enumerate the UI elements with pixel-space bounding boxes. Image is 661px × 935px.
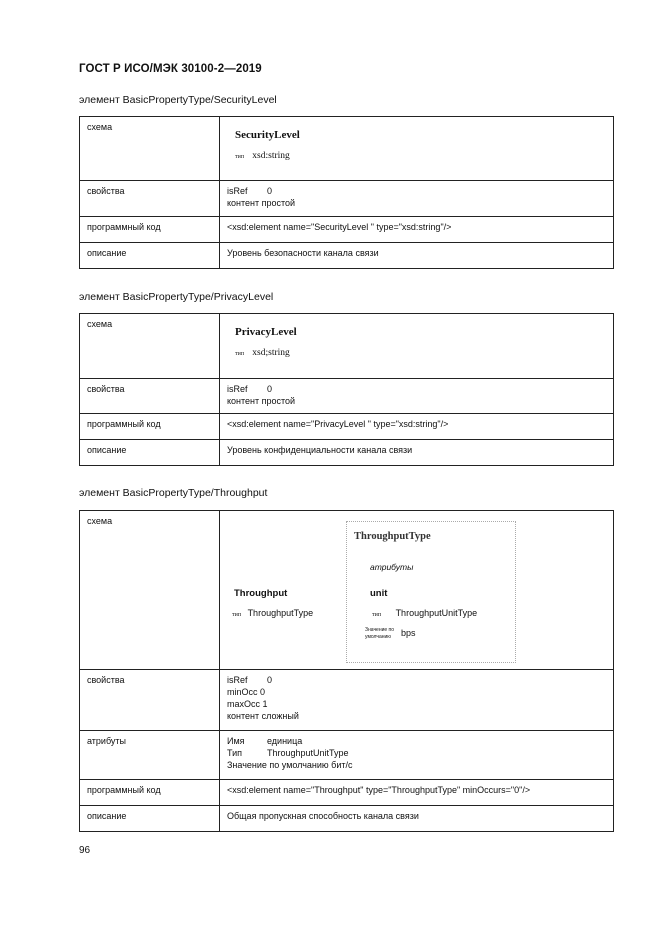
diagram-type-label: тип [235, 154, 245, 160]
schema-diagram [220, 511, 614, 670]
code-label: программный код [80, 414, 220, 440]
prop-isref-value: 0 [267, 186, 273, 196]
prop-isref-label: isRef [227, 384, 248, 394]
section-title-security-level: элемент BasicPropertyType/SecurityLevel [79, 94, 277, 106]
attr-name-value: единица [267, 736, 303, 746]
code-value: <xsd:element name="PrivacyLevel " type="xsd:string"/> [220, 414, 614, 440]
diagram-type-value: xsd:string [252, 151, 290, 161]
default-value: bps [401, 628, 416, 638]
privacy-level-table [79, 313, 614, 466]
throughput-table [79, 510, 614, 832]
code-label: программный код [80, 217, 220, 243]
code-label: программный код [80, 780, 220, 806]
description-label: описание [80, 806, 220, 832]
schema-label: схема [80, 314, 220, 379]
page-number: 96 [79, 845, 91, 856]
attribute-type-value: ThroughputUnitType [395, 608, 478, 618]
complex-type-name: ThroughputType [354, 531, 431, 542]
code-value: <xsd:element name="SecurityLevel " type="xsd:string"/> [220, 217, 614, 243]
properties-label: свойства [80, 379, 220, 414]
prop-isref-label: isRef [227, 675, 248, 685]
document-header: ГОСТ Р ИСО/МЭК 30100-2—2019 [79, 63, 262, 75]
security-level-table [79, 116, 614, 269]
attributes-value [220, 731, 614, 780]
diagram-element-name: SecurityLevel [235, 129, 300, 141]
default-value-label: Значение по умолчанию [365, 627, 395, 640]
properties-label: свойства [80, 670, 220, 731]
attribute-type-label: тип [372, 612, 382, 618]
section-title-throughput: элемент BasicPropertyType/Throughput [79, 487, 268, 499]
diagram-element-name: PrivacyLevel [235, 326, 297, 338]
schema-diagram [220, 314, 614, 379]
code-value: <xsd:element name="Throughput" type="ThroughputType" minOccurs="0"/> [220, 780, 614, 806]
prop-content: контент простой [227, 198, 296, 208]
description-value: Уровень конфиденциальности канала связи [220, 440, 614, 466]
prop-minocc: minOcc 0 [227, 687, 266, 697]
properties-value [220, 670, 614, 731]
properties-value [220, 379, 614, 414]
attributes-label: атрибуты [80, 731, 220, 780]
schema-label: схема [80, 511, 220, 670]
diagram-type-value: xsd;string [252, 348, 290, 358]
prop-content: контент простой [227, 396, 296, 406]
description-value: Уровень безопасности канала связи [220, 243, 614, 269]
diagram-type-label: тип [235, 351, 245, 357]
attr-type-value: ThroughputUnitType [267, 748, 349, 758]
description-label: описание [80, 440, 220, 466]
properties-value [220, 181, 614, 217]
attr-name-label: Имя [227, 736, 245, 746]
properties-label: свойства [80, 181, 220, 217]
element-type-label: тип [232, 612, 242, 618]
description-label: описание [80, 243, 220, 269]
prop-isref-value: 0 [267, 675, 273, 685]
attribute-name: unit [370, 588, 388, 599]
section-title-privacy-level: элемент BasicPropertyType/PrivacyLevel [79, 291, 274, 303]
element-name: Throughput [234, 588, 288, 599]
attributes-group-label: атрибуты [370, 562, 414, 572]
description-value: Общая пропускная способность канала связи [220, 806, 614, 832]
prop-content: контент сложный [227, 711, 299, 721]
attr-default: Значение по умолчанию бит/с [227, 760, 353, 770]
attr-type-label: Тип [227, 748, 243, 758]
prop-isref-label: isRef [227, 186, 248, 196]
schema-label: схема [80, 117, 220, 181]
prop-maxocc: maxOcc 1 [227, 699, 268, 709]
schema-diagram [220, 117, 614, 181]
prop-isref-value: 0 [267, 384, 273, 394]
element-type-value: ThroughputType [247, 608, 314, 618]
